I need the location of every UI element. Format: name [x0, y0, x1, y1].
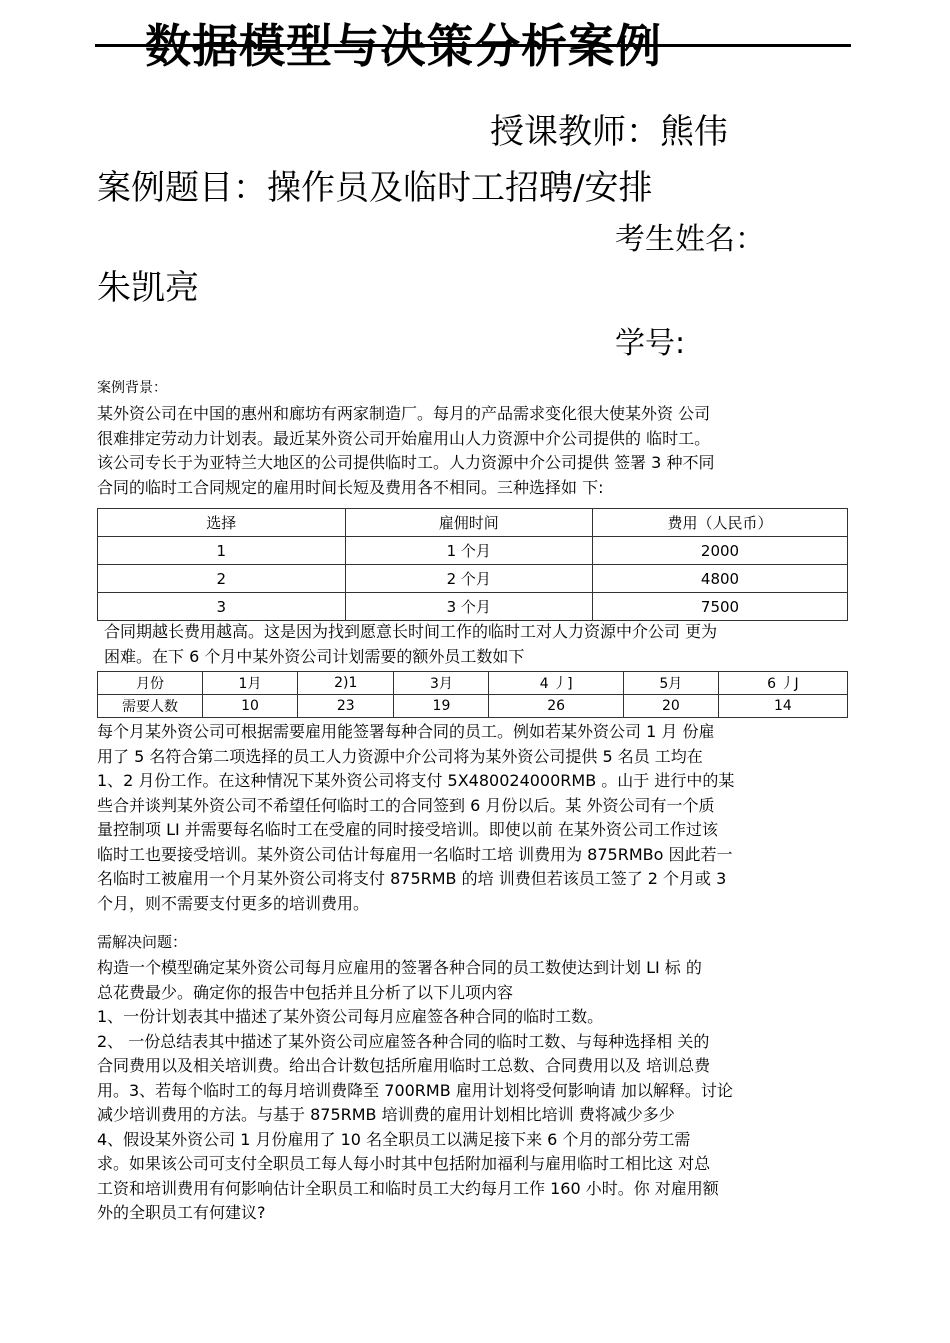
case-topic: 案例题目：操作员及临时工招聘/安排	[97, 168, 653, 208]
student-name: 朱凯亮	[97, 268, 199, 308]
instructor-line: 授课教师：熊伟	[490, 112, 728, 152]
table-cell: 1 个月	[345, 537, 593, 565]
header-cell: 选择	[98, 509, 346, 537]
explanation-line: 合同期越长费用越高。这是因为找到愿意长时间工作的临时工对人力资源中介公司 更为	[104, 622, 718, 641]
background-line: 某外资公司在中国的惠州和廊坊有两家制造厂。每月的产品需求变化很大使某外资 公司	[97, 404, 711, 423]
example-line: 用了 5 名符合第二项选择的员工人力资源中介公司将为某外资公司提供 5 名员 工均在	[97, 746, 703, 766]
table-cell: 3	[98, 593, 346, 621]
example-line: 量控制项 LI 并需要每名临时工在受雇的同时接受培训。即使以前 在某外资公司工作过该	[97, 820, 718, 839]
table-cell: 10	[203, 695, 298, 718]
problem-line: 减少培训费用的方法。与基于 875RMB 培训费的雇用计划相比培训 费将减少多少	[97, 1105, 675, 1124]
table-cell: 14	[718, 695, 847, 718]
contract-options-table	[97, 508, 848, 621]
table-cell: 5月	[623, 672, 718, 695]
background-line: 该公司专长于为亚特兰大地区的公司提供临时工。人力资源中介公司提供 签署 3 种不同	[97, 453, 715, 472]
table-row	[98, 695, 848, 718]
table-cell: 19	[394, 695, 489, 718]
table-row	[98, 565, 848, 593]
table-cell: 2)1	[298, 672, 394, 695]
table-cell: 月份	[98, 672, 203, 695]
table-cell: 2000	[593, 537, 848, 565]
title-block	[95, 14, 851, 78]
example-paragraph	[97, 720, 847, 916]
document-title: 数据模型与决策分析案例	[145, 19, 662, 73]
problem-line: 总花费最少。确定你的报告中包括并且分析了以下儿项内容	[97, 982, 514, 1002]
table-row	[98, 593, 848, 621]
problem-line: 用。3、若每个临时工的每月培训费降至 700RMB 雇用计划将受何影响请 加以解释。讨论	[97, 1080, 733, 1100]
example-line: 1、2 月份工作。在这种情况下某外资公司将支付 5X480024000RMB 。山于 进行中的某	[97, 771, 735, 790]
table-cell: 4 丿]	[489, 672, 623, 695]
explanation-line: 困难。在下 6 个月中某外资公司计划需要的额外员工数如下	[104, 646, 525, 666]
table-cell: 3 个月	[345, 593, 593, 621]
problems-heading: 需解决问题：	[97, 933, 188, 951]
table-cell: 4800	[593, 565, 848, 593]
background-heading: 案例背景：	[97, 380, 167, 396]
background-line: 很难排定劳动力计划表。最近某外资公司开始雇用山人力资源中介公司提供的 临时工。	[97, 428, 711, 448]
table-cell: 6 丿J	[718, 672, 847, 695]
student-name-label: 考生姓名：	[615, 222, 765, 257]
table-cell: 需要人数	[98, 695, 203, 718]
table-cell: 23	[298, 695, 394, 718]
cost-explanation	[104, 620, 849, 669]
table-cell: 2 个月	[345, 565, 593, 593]
problem-line: 构造一个模型确定某外资公司每月应雇用的签署各种合同的员工数使达到计划 LI 标 的	[97, 958, 702, 977]
example-line: 名临时工被雇用一个月某外资公司将支付 875RMB 的培 训费但若该员工签了 2 个月或 3	[97, 869, 727, 888]
table-cell: 7500	[593, 593, 848, 621]
monthly-demand-table	[97, 671, 848, 718]
table-header-row	[98, 509, 848, 537]
problem-line: 外的全职员工有何建议?	[97, 1203, 266, 1222]
table-cell: 1月	[203, 672, 298, 695]
background-paragraph	[97, 402, 847, 500]
table-cell: 20	[623, 695, 718, 718]
problem-line: 合同费用以及相关培训费。给出合计数包括所雇用临时工总数、合同费用以及 培训总费	[97, 1056, 711, 1075]
problem-line: 求。如果该公司可支付全职员工每人每小时其中包括附加福利与雇用临时工相比这 对总	[97, 1154, 711, 1173]
table-cell: 1	[98, 537, 346, 565]
example-line: 些合并谈判某外资公司不希望任何临时工的合同签到 6 月份以后。某 外资公司有一个质	[97, 795, 715, 815]
problem-line: 4、假设某外资公司 1 月份雇用了 10 名全职员工以满足接下来 6 个月的部分劳工需	[97, 1129, 691, 1149]
problem-line: 2、 一份总结表其中描述了某外资公司应雇签各种合同的临时工数、与每种选择相 关的	[97, 1031, 710, 1051]
table-row	[98, 672, 848, 695]
example-line: 临时工也要接受培训。某外资公司估计每雇用一名临时工培 训费用为 875RMBo 因此若一	[97, 844, 733, 864]
header-cell: 费用（人民币）	[593, 509, 848, 537]
table-row	[98, 537, 848, 565]
problems-paragraph	[97, 956, 847, 1226]
problem-line: 1、一份计划表其中描述了某外资公司每月应雇签各种合同的临时工数。	[97, 1007, 604, 1026]
background-line: 合同的临时工合同规定的雇用时间长短及费用各不相同。三种选择如 下:	[97, 477, 604, 497]
table-cell: 3月	[394, 672, 489, 695]
student-id-label: 学号:	[615, 326, 686, 361]
table-cell: 26	[489, 695, 623, 718]
example-line: 每个月某外资公司可根据需要雇用能签署每种合同的员工。例如若某外资公司 1 月 份雇	[97, 722, 715, 741]
header-cell: 雇佣时间	[345, 509, 593, 537]
problem-line: 工资和培训费用有何影响估计全职员工和临时员工大约每月工作 160 小时。你 对雇用额	[97, 1178, 719, 1198]
example-line: 个月，则不需要支付更多的培训费用。	[97, 893, 370, 913]
table-cell: 2	[98, 565, 346, 593]
